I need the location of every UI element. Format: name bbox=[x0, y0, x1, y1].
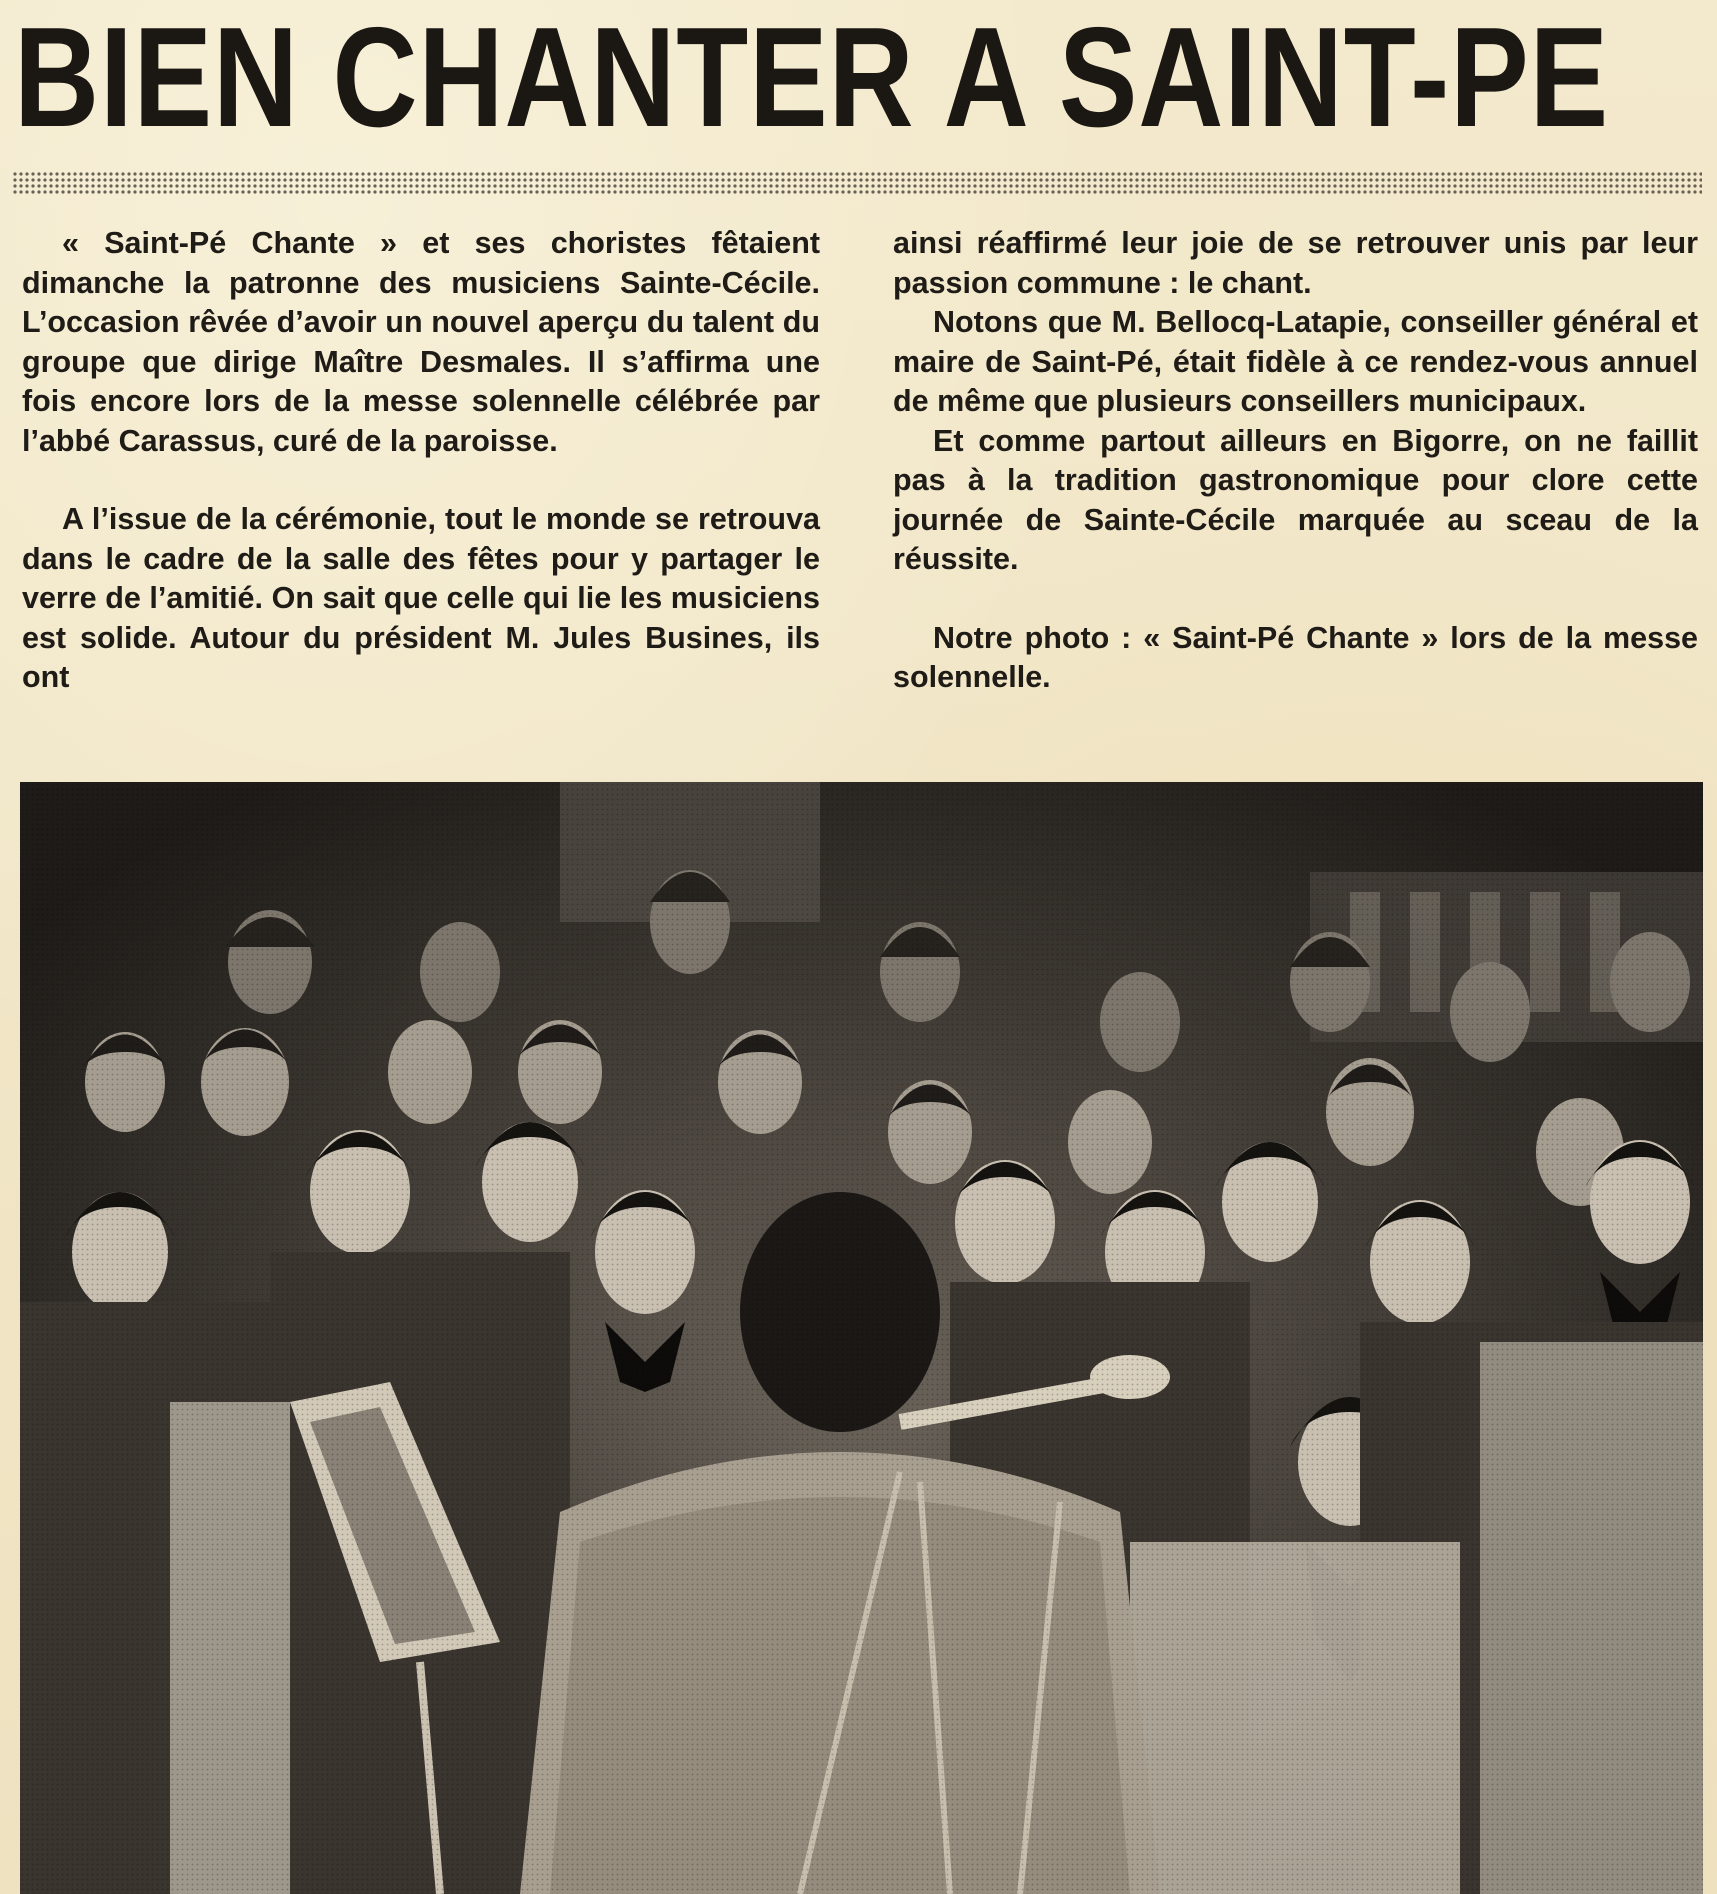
article-column-right bbox=[893, 224, 1698, 698]
dotted-divider bbox=[12, 171, 1702, 195]
photo-caption: Notre photo : « Saint-Pé Chante » lors de la messe solennelle. bbox=[893, 620, 1698, 694]
paragraph-tradition: Et comme partout ailleurs en Bigorre, on ne faillit pas à la tradition gastronomique pour clore cette journée de Sainte-Cécile marquée au sceau de la réussite. bbox=[893, 423, 1698, 576]
article-headline: BIEN CHANTER A SAINT-PE bbox=[14, 0, 1610, 157]
paragraph-ceremony: A l’issue de la cérémonie, tout le monde se retrouva dans le cadre de la salle des fêtes pour y partager le verre de l’amitié. On sait que celle qui lie les musiciens est solide. Autour du président M. Jules Busines, ils ont bbox=[22, 502, 820, 694]
paragraph-mayor: Notons que M. Bellocq-Latapie, conseiller général et maire de Saint-Pé, était fidèle à ce rendez-vous annuel de même que plusieurs conseillers municipaux. bbox=[893, 305, 1698, 418]
paragraph-intro: « Saint-Pé Chante » et ses choristes fêtaient dimanche la patronne des musiciens Sainte-Cécile. L’occasion rêvée d’avoir un nouvel aperçu du talent du groupe que dirige Maître Desmales. Il s’affirma une fois encore lors de la messe solennelle célébrée par l’abbé Carassus, curé de la paroisse. bbox=[22, 226, 820, 458]
choir-photo bbox=[20, 782, 1703, 1894]
article-column-left bbox=[22, 224, 820, 698]
paragraph-continuation: ainsi réaffirmé leur joie de se retrouver unis par leur passion commune : le chant. bbox=[893, 226, 1698, 300]
